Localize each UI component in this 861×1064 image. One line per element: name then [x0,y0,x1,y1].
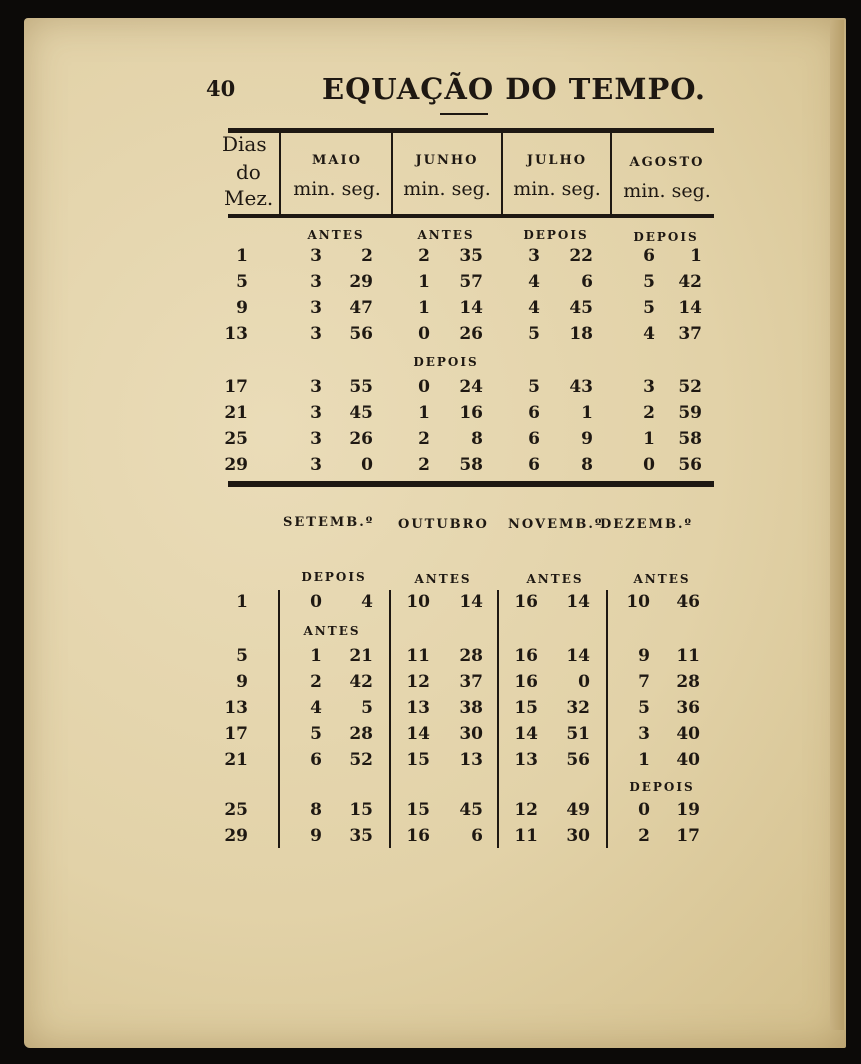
minutes-value: 2 [418,429,430,449]
day-number: 13 [224,698,248,718]
table1-divider [501,128,503,218]
minutes-value: 16 [514,672,538,692]
seconds-value: 1 [581,403,593,423]
seconds-value: 26 [349,429,373,449]
page-fold [830,20,844,1030]
seconds-value: 14 [566,592,590,612]
table2-divider [389,590,391,848]
unit-label: min. seg. [513,178,601,200]
seconds-value: 14 [678,298,702,318]
minutes-value: 8 [310,800,322,820]
month-setemb: SETEMB.º [283,515,375,530]
seconds-value: 19 [676,800,700,820]
seconds-value: 30 [459,724,483,744]
minutes-value: 14 [406,724,430,744]
minutes-value: 13 [406,698,430,718]
seconds-value: 14 [459,592,483,612]
day-number: 1 [236,246,248,266]
seconds-value: 0 [361,455,373,475]
minutes-value: 0 [310,592,322,612]
seconds-value: 56 [349,324,373,344]
minutes-value: 5 [638,698,650,718]
label-antes: ANTES [526,572,584,586]
minutes-value: 2 [418,455,430,475]
label-antes: ANTES [307,228,365,242]
seconds-value: 35 [459,246,483,266]
label-depois-junho: DEPOIS [413,355,479,369]
unit-label: min. seg. [623,180,711,202]
minutes-value: 3 [638,724,650,744]
label-depois: DEPOIS [301,570,367,584]
page-title: EQUAÇÃO DO TEMPO. [322,72,706,106]
row-header-mez: Mez. [224,186,274,210]
table1-top-rule [228,128,714,133]
seconds-value: 56 [678,455,702,475]
month-novemb: NOVEMB.º [508,517,604,532]
month-maio: MAIO [312,153,362,168]
seconds-value: 24 [459,377,483,397]
minutes-value: 4 [528,272,540,292]
minutes-value: 13 [514,750,538,770]
seconds-value: 6 [581,272,593,292]
table1-bottom-rule [228,481,714,487]
day-number: 5 [236,646,248,666]
seconds-value: 51 [566,724,590,744]
minutes-value: 4 [643,324,655,344]
seconds-value: 28 [676,672,700,692]
label-antes: ANTES [633,572,691,586]
seconds-value: 52 [349,750,373,770]
seconds-value: 40 [676,750,700,770]
seconds-value: 40 [676,724,700,744]
minutes-value: 2 [643,403,655,423]
minutes-value: 15 [514,698,538,718]
minutes-value: 2 [418,246,430,266]
minutes-value: 1 [643,429,655,449]
seconds-value: 37 [678,324,702,344]
minutes-value: 2 [638,826,650,846]
table1-divider [391,128,393,218]
day-number: 1 [236,592,248,612]
seconds-value: 59 [678,403,702,423]
seconds-value: 42 [678,272,702,292]
book-page [24,18,846,1048]
minutes-value: 16 [514,646,538,666]
minutes-value: 3 [643,377,655,397]
seconds-value: 45 [349,403,373,423]
seconds-value: 14 [566,646,590,666]
seconds-value: 14 [459,298,483,318]
seconds-value: 49 [566,800,590,820]
minutes-value: 1 [418,403,430,423]
label-antes-setemb: ANTES [303,624,361,638]
minutes-value: 3 [310,298,322,318]
minutes-value: 2 [310,672,322,692]
seconds-value: 58 [678,429,702,449]
seconds-value: 43 [569,377,593,397]
minutes-value: 1 [638,750,650,770]
minutes-value: 15 [406,750,430,770]
label-antes: ANTES [417,228,475,242]
minutes-value: 14 [514,724,538,744]
table1-divider [279,128,281,218]
minutes-value: 5 [310,724,322,744]
minutes-value: 10 [406,592,430,612]
seconds-value: 18 [569,324,593,344]
seconds-value: 45 [569,298,593,318]
minutes-value: 7 [638,672,650,692]
seconds-value: 30 [566,826,590,846]
seconds-value: 52 [678,377,702,397]
minutes-value: 1 [418,272,430,292]
day-number: 9 [236,672,248,692]
minutes-value: 16 [514,592,538,612]
title-dash [440,113,488,115]
seconds-value: 2 [361,246,373,266]
seconds-value: 46 [676,592,700,612]
seconds-value: 8 [581,455,593,475]
seconds-value: 4 [361,592,373,612]
minutes-value: 3 [310,324,322,344]
month-outubro: OUTUBRO [398,517,489,532]
minutes-value: 3 [310,455,322,475]
seconds-value: 26 [459,324,483,344]
day-number: 29 [224,455,248,475]
seconds-value: 15 [349,800,373,820]
minutes-value: 6 [528,455,540,475]
minutes-value: 6 [528,429,540,449]
minutes-value: 5 [528,324,540,344]
table2-divider [606,590,608,848]
table1-divider [610,128,612,218]
day-number: 25 [224,429,248,449]
seconds-value: 21 [349,646,373,666]
minutes-value: 3 [310,377,322,397]
month-dezemb: DEZEMB.º [600,517,693,532]
minutes-value: 1 [310,646,322,666]
seconds-value: 9 [581,429,593,449]
month-julho: JULHO [526,153,588,168]
day-number: 9 [236,298,248,318]
unit-label: min. seg. [403,178,491,200]
minutes-value: 3 [310,403,322,423]
month-agosto: AGOSTO [629,155,705,170]
seconds-value: 13 [459,750,483,770]
seconds-value: 22 [569,246,593,266]
label-depois: DEPOIS [523,228,589,242]
minutes-value: 9 [638,646,650,666]
minutes-value: 6 [643,246,655,266]
minutes-value: 12 [406,672,430,692]
row-header-do: do [236,160,261,184]
minutes-value: 5 [643,298,655,318]
day-number: 21 [224,403,248,423]
label-antes: ANTES [414,572,472,586]
minutes-value: 3 [528,246,540,266]
seconds-value: 37 [459,672,483,692]
table1-head-rule [228,214,714,218]
minutes-value: 3 [310,246,322,266]
seconds-value: 55 [349,377,373,397]
minutes-value: 0 [418,377,430,397]
minutes-value: 4 [310,698,322,718]
label-depois: DEPOIS [633,230,699,244]
minutes-value: 3 [310,429,322,449]
day-number: 5 [236,272,248,292]
seconds-value: 38 [459,698,483,718]
day-number: 17 [224,724,248,744]
minutes-value: 0 [643,455,655,475]
seconds-value: 47 [349,298,373,318]
minutes-value: 11 [514,826,538,846]
minutes-value: 5 [643,272,655,292]
seconds-value: 57 [459,272,483,292]
seconds-value: 16 [459,403,483,423]
seconds-value: 32 [566,698,590,718]
minutes-value: 1 [418,298,430,318]
minutes-value: 6 [528,403,540,423]
minutes-value: 3 [310,272,322,292]
seconds-value: 29 [349,272,373,292]
seconds-value: 1 [690,246,702,266]
minutes-value: 6 [310,750,322,770]
minutes-value: 10 [626,592,650,612]
seconds-value: 6 [471,826,483,846]
seconds-value: 5 [361,698,373,718]
seconds-value: 35 [349,826,373,846]
month-junho: JUNHO [415,153,479,168]
minutes-value: 15 [406,800,430,820]
day-number: 21 [224,750,248,770]
seconds-value: 58 [459,455,483,475]
seconds-value: 28 [349,724,373,744]
minutes-value: 11 [406,646,430,666]
seconds-value: 45 [459,800,483,820]
minutes-value: 9 [310,826,322,846]
seconds-value: 8 [471,429,483,449]
table2-divider [278,590,280,848]
table2-divider [497,590,499,848]
seconds-value: 11 [676,646,700,666]
seconds-value: 42 [349,672,373,692]
page-number: 40 [206,76,236,101]
seconds-value: 56 [566,750,590,770]
minutes-value: 0 [418,324,430,344]
seconds-value: 36 [676,698,700,718]
seconds-value: 17 [676,826,700,846]
row-header-dias: Dias [222,132,267,156]
minutes-value: 16 [406,826,430,846]
label-depois-dezemb: DEPOIS [629,780,695,794]
day-number: 25 [224,800,248,820]
seconds-value: 28 [459,646,483,666]
day-number: 13 [224,324,248,344]
day-number: 29 [224,826,248,846]
unit-label: min. seg. [293,178,381,200]
seconds-value: 0 [578,672,590,692]
minutes-value: 0 [638,800,650,820]
minutes-value: 12 [514,800,538,820]
day-number: 17 [224,377,248,397]
minutes-value: 4 [528,298,540,318]
minutes-value: 5 [528,377,540,397]
